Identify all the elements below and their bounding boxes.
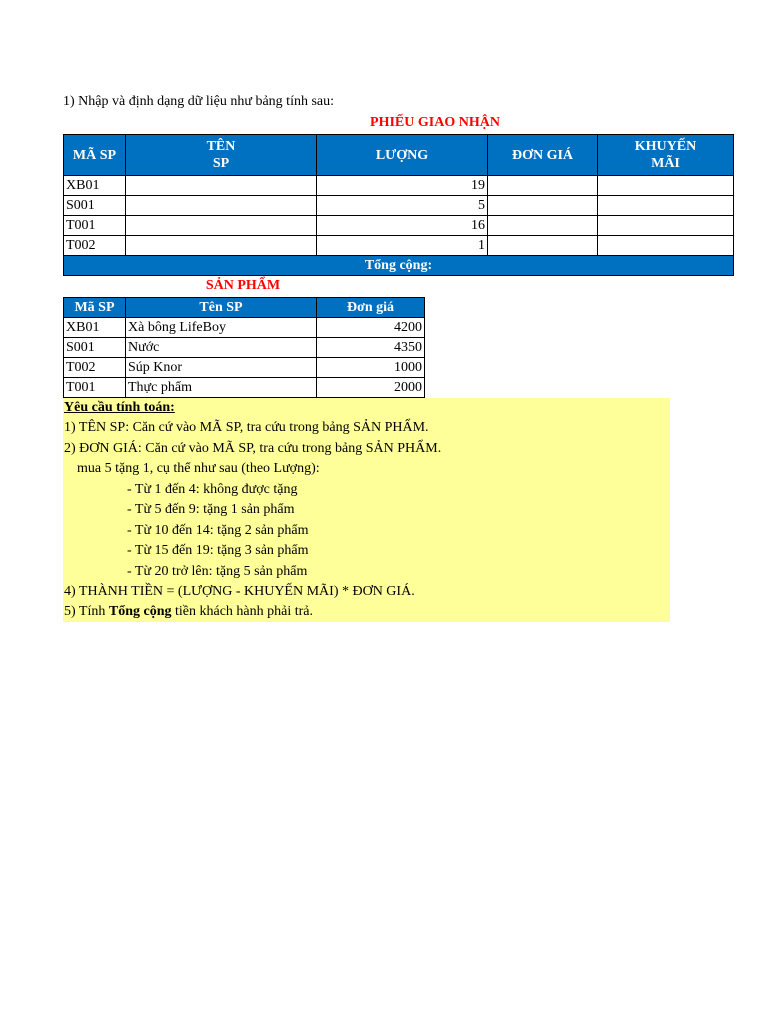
cell-qty[interactable]: 16 — [317, 216, 488, 236]
header-promo-line1: KHUYẾN — [634, 139, 697, 154]
cell-name[interactable]: Xà bông LifeBoy — [126, 318, 317, 338]
total-label[interactable]: Tổng cộng: — [64, 256, 734, 276]
requirement-5-pre: 5) Tính — [64, 604, 109, 619]
bullet-3: - Từ 10 đến 14: tặng 2 sản phẩm — [127, 523, 309, 538]
header-name[interactable] — [126, 135, 317, 176]
requirements-box — [63, 398, 670, 622]
header-name-line2: SP — [212, 156, 230, 171]
header-price[interactable]: ĐƠN GIÁ — [488, 135, 598, 176]
cell-name[interactable] — [126, 216, 317, 236]
cell-code[interactable]: T001 — [64, 216, 126, 236]
table-row — [64, 318, 425, 338]
total-row — [64, 256, 734, 276]
cell-price[interactable] — [488, 196, 598, 216]
header-promo-line2: MÃI — [651, 156, 680, 171]
cell-qty[interactable]: 5 — [317, 196, 488, 216]
cell-promo[interactable] — [598, 196, 734, 216]
requirement-4: 4) THÀNH TIỀN = (LƯỢNG - KHUYẾN MÃI) * ĐƠN GIÁ. — [64, 584, 415, 599]
cell-price[interactable] — [488, 176, 598, 196]
intro-text: 1) Nhập và định dạng dữ liệu như bảng tính sau: — [63, 94, 335, 109]
bullet-4: - Từ 15 đến 19: tặng 3 sản phẩm — [127, 543, 309, 558]
cell-promo[interactable] — [598, 236, 734, 256]
cell-code[interactable]: T001 — [64, 378, 126, 398]
cell-code[interactable]: T002 — [64, 236, 126, 256]
table-row — [64, 338, 425, 358]
cell-price[interactable]: 2000 — [317, 378, 425, 398]
table-row — [64, 176, 734, 196]
cell-promo[interactable] — [598, 176, 734, 196]
cell-name[interactable]: Thực phẩm — [126, 378, 317, 398]
header-name-line1: TÊN — [206, 139, 236, 154]
cell-price[interactable]: 1000 — [317, 358, 425, 378]
header-name[interactable]: Tên SP — [126, 298, 317, 318]
products-title: SẢN PHẨM — [205, 278, 281, 293]
requirement-5-post: tiền khách hành phải trả. — [171, 604, 313, 619]
products-header-row — [64, 298, 425, 318]
requirement-5 — [64, 604, 313, 620]
delivery-table — [63, 134, 734, 276]
cell-price[interactable] — [488, 236, 598, 256]
table-row — [64, 236, 734, 256]
cell-name[interactable]: Súp Knor — [126, 358, 317, 378]
header-code[interactable]: Mã SP — [64, 298, 126, 318]
requirement-5-bold: Tổng cộng — [108, 604, 172, 619]
cell-qty[interactable]: 1 — [317, 236, 488, 256]
requirement-3: mua 5 tặng 1, cụ thể như sau (theo Lượng): — [77, 461, 320, 476]
cell-code[interactable]: S001 — [64, 338, 126, 358]
header-promo[interactable] — [598, 135, 734, 176]
cell-code[interactable]: XB01 — [64, 318, 126, 338]
cell-price[interactable] — [488, 216, 598, 236]
delivery-title: PHIẾU GIAO NHẬN — [370, 115, 500, 130]
cell-promo[interactable] — [598, 216, 734, 236]
cell-qty[interactable]: 19 — [317, 176, 488, 196]
header-code[interactable]: MÃ SP — [64, 135, 126, 176]
products-table — [63, 297, 425, 398]
cell-name[interactable] — [126, 176, 317, 196]
bullet-1: - Từ 1 đến 4: không được tặng — [127, 482, 298, 497]
requirement-1: 1) TÊN SP: Căn cứ vào MÃ SP, tra cứu trong bảng SẢN PHẨM. — [64, 420, 429, 435]
cell-name[interactable] — [126, 196, 317, 216]
cell-code[interactable]: T002 — [64, 358, 126, 378]
requirements-heading: Yêu cầu tính toán: — [64, 400, 175, 415]
requirement-2: 2) ĐƠN GIÁ: Căn cứ vào MÃ SP, tra cứu trong bảng SẢN PHẨM. — [64, 441, 442, 456]
table-row — [64, 216, 734, 236]
table-row — [64, 358, 425, 378]
cell-name[interactable]: Nước — [126, 338, 317, 358]
cell-price[interactable]: 4350 — [317, 338, 425, 358]
bullet-5: - Từ 20 trở lên: tặng 5 sản phẩm — [127, 564, 308, 579]
header-qty[interactable]: LƯỢNG — [317, 135, 488, 176]
table-row — [64, 196, 734, 216]
cell-price[interactable]: 4200 — [317, 318, 425, 338]
bullet-2: - Từ 5 đến 9: tặng 1 sản phẩm — [127, 502, 295, 517]
cell-name[interactable] — [126, 236, 317, 256]
cell-code[interactable]: XB01 — [64, 176, 126, 196]
cell-code[interactable]: S001 — [64, 196, 126, 216]
table-row — [64, 378, 425, 398]
delivery-header-row — [64, 135, 734, 176]
header-price[interactable]: Đơn giá — [317, 298, 425, 318]
